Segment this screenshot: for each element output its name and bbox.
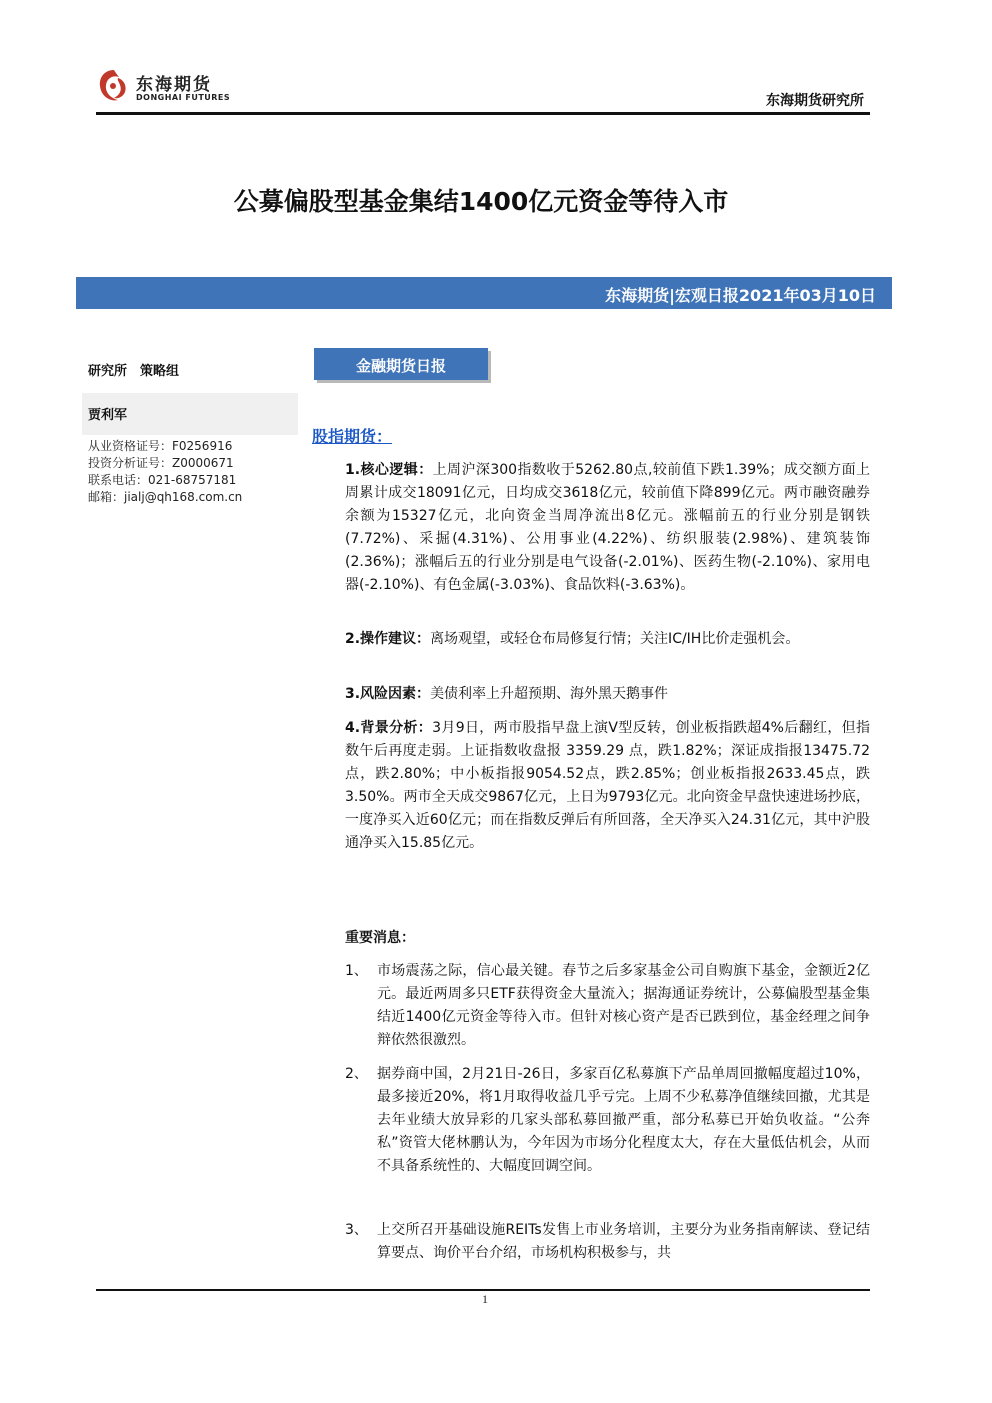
- point-risk-factors: [345, 683, 870, 706]
- point-label: 2.操作建议：: [345, 631, 431, 647]
- author-name: 贾利军: [88, 408, 128, 423]
- logo-text-cn: 东海期货: [136, 75, 212, 95]
- point-background-analysis: [345, 717, 870, 855]
- news-heading: 重要消息：: [345, 930, 415, 946]
- point-text: 离场观望，或轻仓布局修复行情；关注IC/IH比价走强机会。: [430, 631, 800, 647]
- news-item: [345, 960, 870, 1052]
- report-banner-text: 东海期货|宏观日报2021年03月10日: [605, 286, 876, 305]
- institute-name: 东海期货研究所: [766, 93, 864, 109]
- point-label: 3.风险因素：: [345, 686, 431, 702]
- header-divider: [96, 112, 870, 115]
- author-contact-info: [88, 438, 242, 506]
- news-number: 3、: [345, 1222, 368, 1238]
- point-core-logic: [345, 459, 870, 597]
- logo-text-en: DONGHAI FUTURES: [136, 93, 231, 102]
- news-item: [345, 1063, 870, 1178]
- point-label: 4.背景分析：: [345, 720, 433, 736]
- page-number: 1: [482, 1292, 488, 1306]
- section-heading-text: 金融期货日报: [355, 357, 446, 375]
- author-panel: [82, 393, 298, 435]
- point-operation-advice: [345, 628, 870, 651]
- email-address: 邮箱：jialj@qh168.com.cn: [88, 490, 243, 504]
- dragon-logo-icon: [96, 66, 132, 106]
- subsection-heading: 股指期货：: [312, 427, 393, 446]
- sidebar-org: 研究所 策略组: [88, 364, 180, 379]
- qualification-number: 从业资格证号：F0256916: [88, 439, 233, 453]
- point-text: 美债利率上升超预期、海外黑天鹅事件: [430, 686, 669, 702]
- analyst-number: 投资分析证号：Z0000671: [88, 456, 234, 470]
- news-number: 1、: [345, 963, 368, 979]
- point-text: 上周沪深300指数收于5262.80点,较前值下跌1.39%；成交额方面上周累计成交18091亿元，日均成交3618亿元，较前值下降899亿元。两市融资融券余额为15327亿元，北向资金当周净流出8亿元。涨幅前五的行业分别是钢铁(7.72%)、采掘(4.31%)、公用事业(4.22%)、纺织服装(2.98%)、建筑装饰(2.36%)；涨幅后五的行业分别是电气设备(-2.01%)、医药生物(-2.10%)、家用电器(-2.10%)、有色金属(-3.03%)、食品饮料(-3.63%)。: [345, 462, 870, 593]
- section-heading: [314, 348, 488, 380]
- news-text: 市场震荡之际，信心最关键。春节之后多家基金公司自购旗下基金，金额近2亿元。最近两周多只ETF获得资金大量流入；据海通证券统计，公募偏股型基金集结近1400亿元资金等待入市。但针对核心资产是否已跌到位，基金经理之间争辩依然很激烈。: [377, 963, 870, 1048]
- news-text: 据券商中国，2月21日-26日，多家百亿私募旗下产品单周回撤幅度超过10%，最多接近20%，将1月取得收益几乎亏完。上周不少私募净值继续回撤，尤其是去年业绩大放异彩的几家头部私募回撤严重，部分私募已开始负收益。“公奔私”资管大佬林鹏认为，今年因为市场分化程度太大，存在大量低估机会，从而不具备系统性的、大幅度回调空间。: [377, 1066, 870, 1174]
- company-logo: [96, 66, 236, 110]
- document-title: 公募偏股型基金集结1400亿元资金等待入市: [233, 187, 729, 216]
- report-banner: [76, 277, 892, 309]
- news-number: 2、: [345, 1066, 368, 1082]
- point-label: 1.核心逻辑：: [345, 462, 433, 478]
- news-item: [345, 1219, 870, 1265]
- news-text: 上交所召开基础设施REITs发售上市业务培训，主要分为业务指南解读、登记结算要点、询价平台介绍，市场机构积极参与，共: [377, 1222, 870, 1261]
- point-text: 3月9日，两市股指早盘上演V型反转，创业板指跌超4%后翻红，但指数午后再度走弱。上证指数收盘报 3359.29 点，跌1.82%；深证成指报13475.72点，跌2.80%；中小板指报9054.52点，跌2.85%；创业板指报2633.45点，跌3.50%。两市全天成交9867亿元，上日为9793亿元。北向资金早盘快速进场抄底，一度净买入近60亿元；而在指数反弹后有所回落，全天净买入24.31亿元，其中沪股通净买入15.85亿元。: [345, 720, 870, 851]
- footer-divider: [96, 1289, 870, 1291]
- phone-number: 联系电话：021-68757181: [88, 473, 237, 487]
